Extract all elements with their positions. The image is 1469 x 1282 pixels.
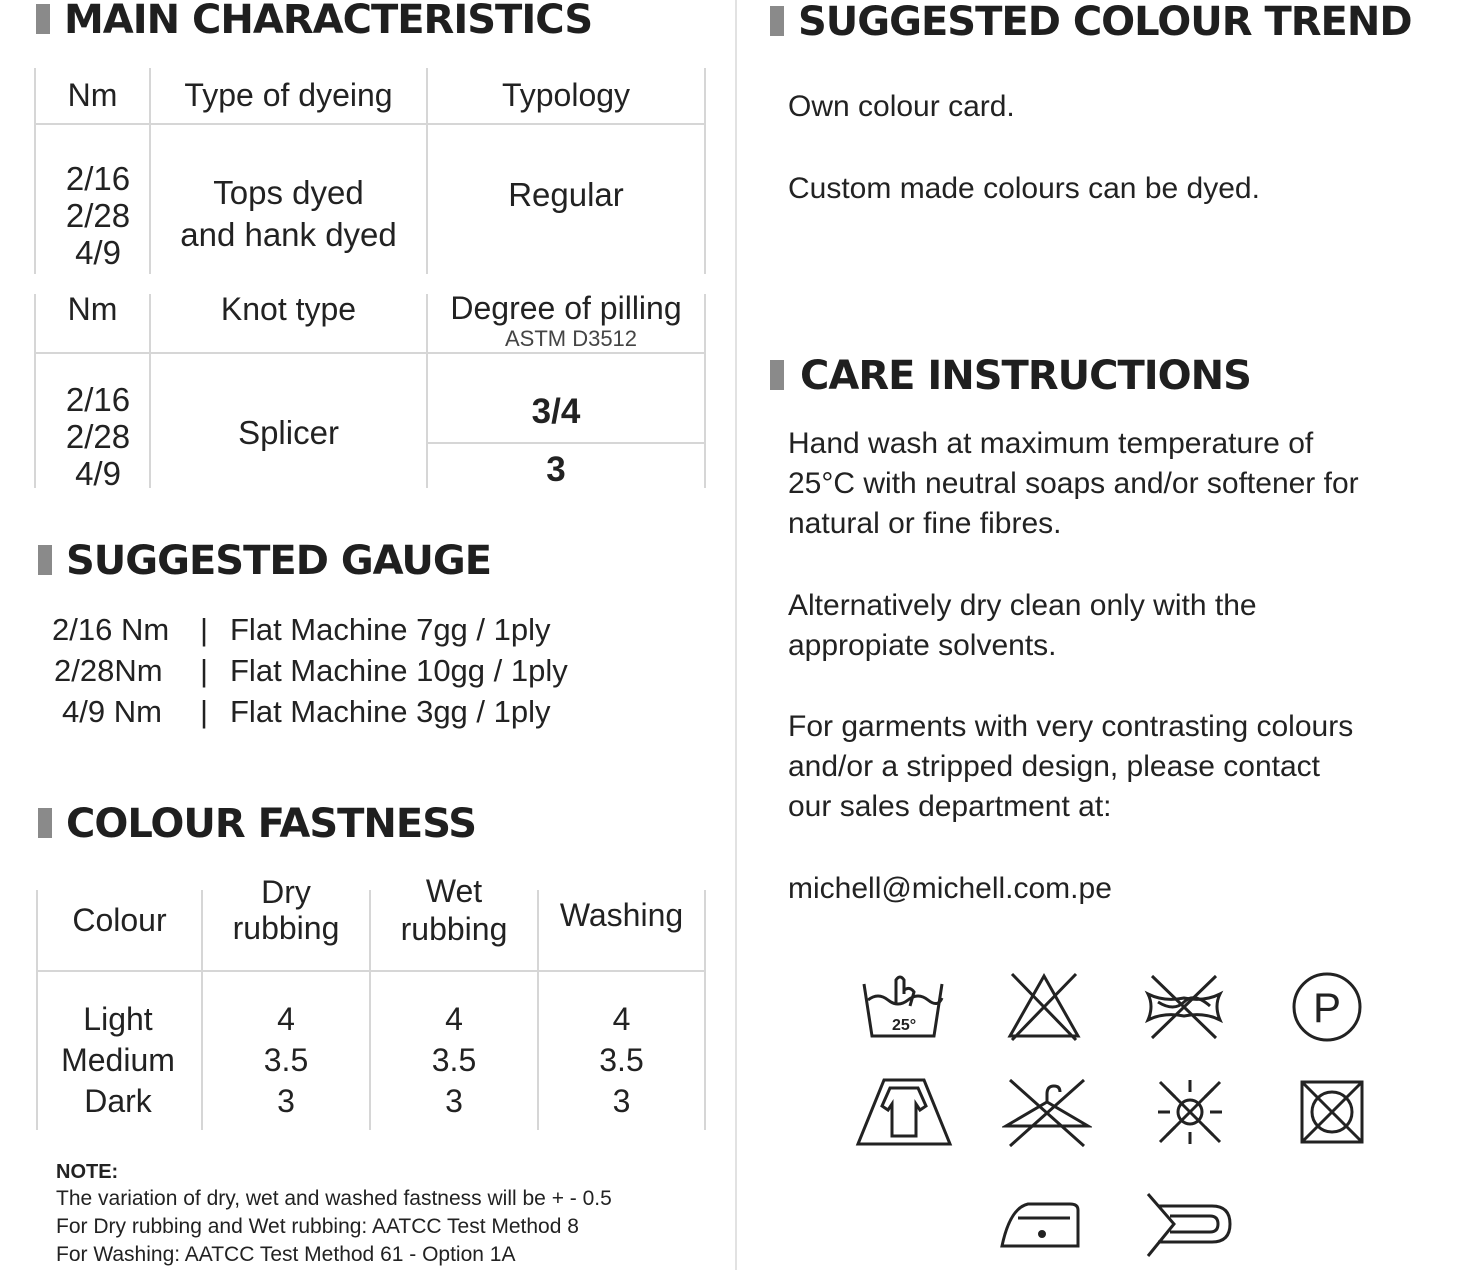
dry-flat-icon bbox=[854, 1076, 954, 1148]
care-instructions-title: CARE INSTRUCTIONS bbox=[800, 353, 1251, 399]
colour-trend-line: Own colour card. bbox=[788, 90, 1015, 123]
iron-low-icon bbox=[998, 1200, 1082, 1250]
svg-text:25°: 25° bbox=[892, 1017, 917, 1034]
note-line: For Washing: AATCC Test Method 61 - Option 1A bbox=[56, 1243, 516, 1266]
header-wet-rubbing: Wet rubbing bbox=[400, 873, 508, 947]
column-divider bbox=[735, 0, 737, 1270]
gauge-machine: Flat Machine 7gg / 1ply bbox=[230, 612, 551, 647]
care-paragraph: For garments with very contrasting colours and/or a stripped design, please contact our sales department at: bbox=[788, 710, 1354, 823]
header-washing: Washing bbox=[559, 896, 684, 933]
colour-trend-line: Custom made colours can be dyed. bbox=[788, 172, 1260, 205]
care-paragraph: Hand wash at maximum temperature of 25°C with neutral soaps and/or softener for natural or fine fibres. bbox=[788, 427, 1359, 540]
header-dry-rubbing: Dry rubbing bbox=[232, 874, 340, 946]
dry-rubbing-column: 4 3.5 3 bbox=[263, 1001, 309, 1119]
header-colour: Colour bbox=[72, 901, 167, 938]
do-not-tumble-dry-icon bbox=[1298, 1078, 1366, 1146]
colour-column: Light Medium Dark bbox=[61, 1001, 175, 1119]
do-not-wring-icon bbox=[1144, 972, 1224, 1042]
section-marker bbox=[770, 360, 784, 390]
gauge-nm: 2/16 Nm bbox=[52, 612, 170, 647]
gauge-separator: | bbox=[200, 653, 209, 688]
gauge-nm: 4/9 Nm bbox=[62, 694, 162, 729]
sales-email-link[interactable]: michell@michell.com.pe bbox=[788, 872, 1112, 905]
gauge-separator: | bbox=[200, 612, 209, 647]
header-nm: Nm bbox=[67, 77, 118, 114]
hand-wash-icon bbox=[860, 970, 946, 1042]
nm-values: 2/16 2/28 4/9 bbox=[65, 160, 131, 271]
gauge-machine: Flat Machine 3gg / 1ply bbox=[230, 694, 551, 729]
suggested-gauge-title: SUGGESTED GAUGE bbox=[66, 538, 492, 584]
suggested-colour-trend-title: SUGGESTED COLOUR TREND bbox=[798, 0, 1412, 45]
gauge-machine: Flat Machine 10gg / 1ply bbox=[230, 653, 568, 688]
header-nm: Nm bbox=[67, 290, 118, 327]
colour-fastness-title: COLOUR FASTNESS bbox=[66, 801, 477, 847]
wet-rubbing-column: 4 3.5 3 bbox=[431, 1001, 477, 1119]
header-typology: Typology bbox=[501, 77, 631, 114]
washing-column: 4 3.5 3 bbox=[599, 1001, 644, 1119]
care-paragraph: Alternatively dry clean only with the appropiate solvents. bbox=[788, 589, 1257, 662]
typology-value: Regular bbox=[508, 176, 624, 214]
type-of-dyeing-value: Tops dyed and hank dyed bbox=[180, 174, 397, 253]
header-degree-of-pilling: Degree of pilling bbox=[450, 289, 682, 326]
section-marker bbox=[770, 6, 784, 36]
note-label: NOTE: bbox=[56, 1161, 119, 1183]
gauge-nm: 2/28Nm bbox=[54, 653, 163, 688]
nm-values: 2/16 2/28 4/9 bbox=[65, 381, 131, 492]
do-not-hang-dry-icon bbox=[1002, 1076, 1092, 1150]
pilling-value-1: 3/4 bbox=[531, 391, 581, 431]
no-bleach-icon bbox=[1006, 970, 1082, 1042]
gauge-separator: | bbox=[200, 694, 209, 729]
dry-clean-p-icon bbox=[1290, 970, 1364, 1044]
pilling-standard: ASTM D3512 bbox=[504, 326, 638, 352]
pilling-value-2: 3 bbox=[546, 449, 566, 489]
note-line: For Dry rubbing and Wet rubbing: AATCC Test Method 8 bbox=[56, 1215, 579, 1238]
svg-text:P: P bbox=[1313, 984, 1342, 1031]
do-not-dry-in-sun-icon bbox=[1154, 1076, 1226, 1148]
section-marker bbox=[36, 4, 50, 34]
section-marker bbox=[38, 808, 52, 838]
section-marker bbox=[38, 545, 52, 575]
note-line: The variation of dry, wet and washed fastness will be + - 0.5 bbox=[56, 1187, 612, 1210]
main-characteristics-title: MAIN CHARACTERISTICS bbox=[64, 0, 593, 43]
header-knot-type: Knot type bbox=[220, 290, 357, 327]
header-type-of-dyeing: Type of dyeing bbox=[184, 77, 393, 114]
do-not-steam-icon bbox=[1144, 1190, 1236, 1260]
knot-type-value: Splicer bbox=[238, 414, 339, 452]
